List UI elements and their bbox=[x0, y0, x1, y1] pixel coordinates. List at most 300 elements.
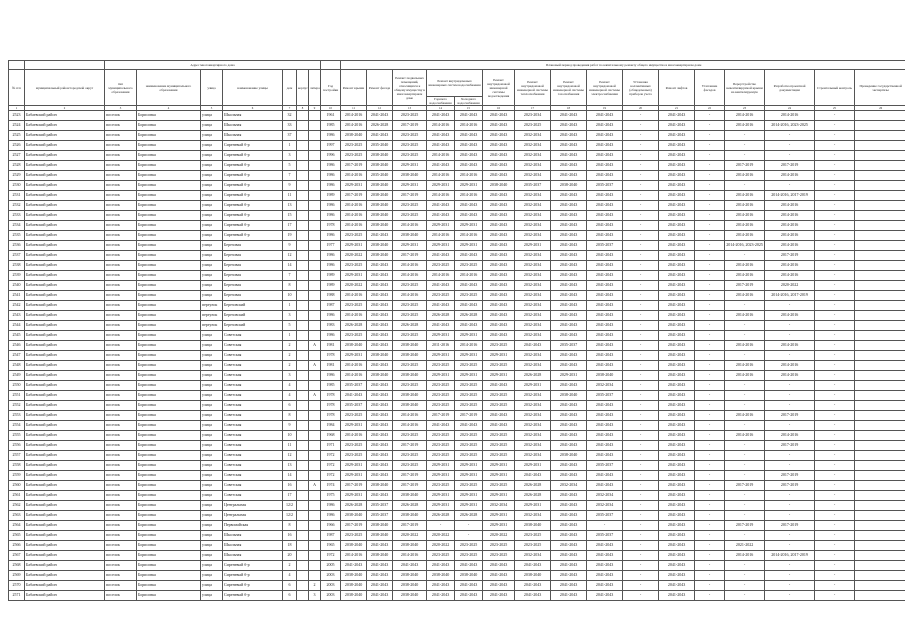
table-cell: 1974 bbox=[321, 481, 341, 491]
table-cell: улица bbox=[201, 141, 223, 151]
table-cell: 2041-2043 bbox=[367, 261, 393, 271]
table-cell: 2041-2043 bbox=[455, 141, 483, 151]
table-cell: 2023-2025 bbox=[341, 301, 367, 311]
table-cell: поселок bbox=[105, 211, 137, 221]
table-cell bbox=[309, 411, 321, 421]
table-cell: улица bbox=[201, 271, 223, 281]
table-cell: Бабаевский район bbox=[25, 471, 105, 481]
table-cell: 2041-2043 bbox=[551, 261, 587, 271]
table-cell: 1972 bbox=[321, 471, 341, 481]
table-cell bbox=[309, 331, 321, 341]
table-cell: 10 bbox=[283, 291, 297, 301]
table-cell: 2017-2019 bbox=[725, 281, 765, 291]
table-cell: Сиреневый б-р bbox=[223, 201, 283, 211]
table-cell: - bbox=[725, 461, 765, 471]
table-cell: 2038-2040 bbox=[551, 181, 587, 191]
table-cell: Борисовка bbox=[137, 441, 201, 451]
column-number-cell: 6 bbox=[223, 106, 283, 111]
table-cell: 2023-2025 bbox=[455, 401, 483, 411]
table-cell: - bbox=[695, 561, 725, 571]
table-cell: - bbox=[815, 471, 855, 481]
table-cell: переулок bbox=[201, 301, 223, 311]
table-cell bbox=[855, 321, 905, 331]
table-cell: 2041-2043 bbox=[427, 201, 455, 211]
table-cell: Борисовка bbox=[137, 531, 201, 541]
table-cell: 2014-2016, 2023-2025 bbox=[725, 241, 765, 251]
table-cell: 2029-2031 bbox=[455, 371, 483, 381]
table-cell: 2014-2016 bbox=[725, 171, 765, 181]
table-cell bbox=[297, 581, 309, 591]
table-cell: 2041-2043 bbox=[367, 381, 393, 391]
table-cell: 2 bbox=[283, 351, 297, 361]
table-cell: 2041-2043 bbox=[455, 321, 483, 331]
table-cell: 2549 bbox=[9, 371, 25, 381]
table-cell bbox=[297, 341, 309, 351]
table-cell: - bbox=[765, 571, 815, 581]
table-cell: 2556 bbox=[9, 441, 25, 451]
table-cell: 2023-2025 bbox=[393, 461, 427, 471]
table-cell: 2041-2043 bbox=[587, 561, 623, 571]
table-row bbox=[9, 331, 905, 341]
table-cell: 2041-2043 bbox=[587, 121, 623, 131]
table-cell: 2041-2043 bbox=[455, 151, 483, 161]
table-cell bbox=[309, 141, 321, 151]
table-cell: 2041-2043 bbox=[427, 321, 455, 331]
table-cell bbox=[855, 561, 905, 571]
table-cell: - bbox=[623, 371, 659, 381]
table-cell: 2041-2043 bbox=[551, 381, 587, 391]
table-cell: 2017-2019 bbox=[341, 191, 367, 201]
table-cell: 1984 bbox=[321, 421, 341, 431]
table-cell: - bbox=[695, 251, 725, 261]
table-cell: 2041-2043 bbox=[587, 251, 623, 261]
table-cell: 2032-2034 bbox=[515, 151, 551, 161]
table-cell: 2032-2034 bbox=[515, 351, 551, 361]
table-cell bbox=[309, 251, 321, 261]
table-cell: 2041-2043 bbox=[659, 431, 695, 441]
table-cell: - bbox=[725, 131, 765, 141]
table-cell: улица bbox=[201, 451, 223, 461]
table-cell: 1986 bbox=[321, 181, 341, 191]
table-cell: 2023-2025 bbox=[427, 361, 455, 371]
table-cell: - bbox=[695, 131, 725, 141]
table-row bbox=[9, 541, 905, 551]
table-cell: 4 bbox=[283, 391, 297, 401]
table-cell: 2032-2034 bbox=[587, 381, 623, 391]
column-number-cell: 7 bbox=[283, 106, 297, 111]
table-cell: 2041-2043 bbox=[587, 441, 623, 451]
table-cell: - bbox=[725, 511, 765, 521]
table-cell: 2041-2043 bbox=[587, 271, 623, 281]
table-cell: 2014-2016 bbox=[341, 371, 367, 381]
table-cell: Борисовка bbox=[137, 221, 201, 231]
table-cell: улица bbox=[201, 261, 223, 271]
table-cell: Бабаевский район bbox=[25, 181, 105, 191]
table-cell: 2014-2016 bbox=[393, 261, 427, 271]
header-facade: Ремонт фасада bbox=[367, 70, 393, 106]
table-cell: 2023-2025 bbox=[455, 441, 483, 451]
header-roof: Ремонт крыши bbox=[341, 70, 367, 106]
table-cell: 1986 bbox=[321, 231, 341, 241]
table-cell: 2041-2043 bbox=[659, 131, 695, 141]
table-cell: поселок bbox=[105, 111, 137, 121]
table-cell: 2041-2043 bbox=[367, 541, 393, 551]
table-row bbox=[9, 341, 905, 351]
table-cell: 2041-2043 bbox=[483, 271, 515, 281]
table-cell: 2041-2043 bbox=[427, 591, 455, 601]
table-cell bbox=[297, 331, 309, 341]
table-cell: 2032-2034 bbox=[587, 491, 623, 501]
table-cell: - bbox=[695, 111, 725, 121]
table-cell: Борисовка bbox=[137, 491, 201, 501]
table-cell: улица bbox=[201, 521, 223, 531]
table-cell: переулок bbox=[201, 311, 223, 321]
table-cell: 2014-2016 bbox=[455, 341, 483, 351]
table-cell: 2038-2040 bbox=[393, 401, 427, 411]
table-cell: поселок bbox=[105, 131, 137, 141]
table-cell bbox=[297, 481, 309, 491]
table-cell: 2041-2043 bbox=[659, 271, 695, 281]
table-cell bbox=[297, 471, 309, 481]
table-cell: - bbox=[695, 481, 725, 491]
table-cell: 1972 bbox=[321, 551, 341, 561]
table-cell bbox=[297, 171, 309, 181]
table-cell: - bbox=[725, 531, 765, 541]
table-cell: 2014-2016 bbox=[725, 211, 765, 221]
table-cell: 2032-2034 bbox=[515, 391, 551, 401]
table-cell: 1986 bbox=[321, 161, 341, 171]
table-cell: поселок bbox=[105, 231, 137, 241]
table-cell: Березовая bbox=[223, 281, 283, 291]
table-cell: 2041-2043 bbox=[587, 291, 623, 301]
table-cell: Борисовка bbox=[137, 251, 201, 261]
table-cell: - bbox=[765, 531, 815, 541]
table-cell: - bbox=[695, 321, 725, 331]
table-cell: 2041-2043 bbox=[659, 551, 695, 561]
table-cell: Советская bbox=[223, 351, 283, 361]
column-number-cell: 18 bbox=[551, 106, 587, 111]
table-cell: 2014-2016 bbox=[393, 411, 427, 421]
table-cell: 1 bbox=[283, 141, 297, 151]
table-cell: 2026-2028 bbox=[515, 491, 551, 501]
table-cell bbox=[297, 541, 309, 551]
table-cell: - bbox=[695, 591, 725, 601]
table-cell bbox=[309, 421, 321, 431]
table-cell bbox=[309, 321, 321, 331]
table-cell bbox=[309, 431, 321, 441]
table-cell: поселок bbox=[105, 381, 137, 391]
table-cell bbox=[855, 531, 905, 541]
table-cell: 2041-2043 bbox=[551, 201, 587, 211]
table-cell: - bbox=[623, 181, 659, 191]
table-cell: Березовая bbox=[223, 291, 283, 301]
table-cell: 2029-2031 bbox=[341, 181, 367, 191]
table-cell: поселок bbox=[105, 451, 137, 461]
table-cell: - bbox=[725, 401, 765, 411]
table-cell: 2017-2019 bbox=[725, 521, 765, 531]
table-cell: - bbox=[815, 521, 855, 531]
table-cell: Бабаевский район bbox=[25, 261, 105, 271]
table-cell: 2014-2016 bbox=[341, 311, 367, 321]
header-group-row bbox=[9, 61, 905, 70]
table-cell: 2041-2043 bbox=[659, 111, 695, 121]
table-row bbox=[9, 261, 905, 271]
table-cell: 2041-2043 bbox=[587, 141, 623, 151]
table-cell: 2041-2043 bbox=[587, 161, 623, 171]
table-cell: Борисовка bbox=[137, 331, 201, 341]
table-cell: 2026-2028 bbox=[341, 501, 367, 511]
table-cell: Сиреневый б-р bbox=[223, 231, 283, 241]
table-cell: Центральная bbox=[223, 511, 283, 521]
table-cell: 2041-2043 bbox=[367, 411, 393, 421]
table-cell: 2041-2043 bbox=[587, 481, 623, 491]
table-row bbox=[9, 321, 905, 331]
header-korpus: корпус bbox=[297, 70, 309, 106]
table-cell: 2041-2043 bbox=[551, 131, 587, 141]
table-cell: 2020-2022 bbox=[427, 531, 455, 541]
table-cell: улица bbox=[201, 341, 223, 351]
table-cell: Советская bbox=[223, 361, 283, 371]
table-cell: 2029-2031 bbox=[393, 161, 427, 171]
table-cell: 2041-2043 bbox=[551, 551, 587, 561]
table-cell bbox=[309, 461, 321, 471]
table-cell: 2029-2031 bbox=[455, 221, 483, 231]
table-cell: 2041-2043 bbox=[455, 111, 483, 121]
table-cell: 1978 bbox=[321, 391, 341, 401]
table-cell: 2038-2040 bbox=[341, 591, 367, 601]
table-cell: 1972 bbox=[321, 461, 341, 471]
table-cell: 2029-2031 bbox=[515, 241, 551, 251]
table-cell: 2023-2025 bbox=[341, 451, 367, 461]
table-cell: Бабаевский район bbox=[25, 231, 105, 241]
table-cell: Березовский bbox=[223, 311, 283, 321]
table-cell: 2023-2025 bbox=[393, 301, 427, 311]
header-meters: Установка коллективных (общедомовых) приборов учета bbox=[623, 70, 659, 106]
table-cell: 2014-2016 bbox=[455, 231, 483, 241]
table-row bbox=[9, 571, 905, 581]
table-cell: 2032-2034 bbox=[515, 431, 551, 441]
table-row bbox=[9, 111, 905, 121]
table-cell: 2548 bbox=[9, 361, 25, 371]
table-cell: улица bbox=[201, 431, 223, 441]
table-cell: 2041-2043 bbox=[427, 301, 455, 311]
table-cell bbox=[297, 381, 309, 391]
table-cell: 2570 bbox=[9, 581, 25, 591]
table-cell: - bbox=[765, 141, 815, 151]
table-cell: улица bbox=[201, 581, 223, 591]
table-cell: Бабаевский район bbox=[25, 381, 105, 391]
table-cell: 1987 bbox=[321, 531, 341, 541]
table-cell: - bbox=[725, 451, 765, 461]
table-cell: 2038-2040 bbox=[367, 551, 393, 561]
table-cell: 2014-2016 bbox=[341, 211, 367, 221]
table-cell: 2567 bbox=[9, 551, 25, 561]
table-cell bbox=[855, 201, 905, 211]
table-cell: 2041-2043 bbox=[483, 231, 515, 241]
table-cell: 2014-2016 bbox=[765, 311, 815, 321]
table-cell bbox=[855, 511, 905, 521]
header-gas: Ремонт внутридомовой инженерной системы газоснабжения bbox=[551, 70, 587, 106]
table-cell: Борисовка bbox=[137, 451, 201, 461]
table-cell: 2041-2043 bbox=[659, 371, 695, 381]
table-cell: поселок bbox=[105, 341, 137, 351]
table-cell: Советская bbox=[223, 401, 283, 411]
table-cell: 2041-2043 bbox=[483, 331, 515, 341]
table-cell: 2561 bbox=[9, 491, 25, 501]
table-cell bbox=[297, 111, 309, 121]
table-cell: 2014-2016 bbox=[725, 311, 765, 321]
table-cell: улица bbox=[201, 401, 223, 411]
table-cell: 2029-2031 bbox=[427, 491, 455, 501]
table-cell: Борисовка bbox=[137, 261, 201, 271]
table-cell: - bbox=[765, 491, 815, 501]
column-number-cell: 20 bbox=[623, 106, 659, 111]
table-cell: 2014-2016, 2017-2019 bbox=[765, 551, 815, 561]
table-cell: поселок bbox=[105, 521, 137, 531]
table-cell: 2041-2043 bbox=[551, 331, 587, 341]
table-cell: улица bbox=[201, 491, 223, 501]
table-cell: Советская bbox=[223, 421, 283, 431]
table-cell: 2041-2043 bbox=[367, 421, 393, 431]
table-cell: 2041-2043 bbox=[551, 581, 587, 591]
header-main-row bbox=[9, 70, 905, 97]
table-cell bbox=[309, 521, 321, 531]
table-cell: 2023-2025 bbox=[483, 431, 515, 441]
table-cell: 2041-2043 bbox=[367, 471, 393, 481]
table-cell: Бабаевский район bbox=[25, 351, 105, 361]
table-cell: 1961 bbox=[321, 111, 341, 121]
table-cell: - bbox=[815, 251, 855, 261]
table-cell: - bbox=[765, 381, 815, 391]
table-cell: - bbox=[765, 591, 815, 601]
table-cell: 2029-2031 bbox=[393, 181, 427, 191]
table-cell: 2527 bbox=[9, 151, 25, 161]
table-cell: поселок bbox=[105, 441, 137, 451]
table-cell: 2035-2037 bbox=[587, 181, 623, 191]
table-cell: - bbox=[815, 461, 855, 471]
table-cell: 2035-2037 bbox=[587, 531, 623, 541]
header-year-built: Год постройки bbox=[321, 70, 341, 106]
table-cell: - bbox=[695, 581, 725, 591]
table-cell: 2041-2043 bbox=[483, 161, 515, 171]
table-cell: 2032-2034 bbox=[515, 251, 551, 261]
table-cell: 2035-2037 bbox=[367, 511, 393, 521]
table-cell bbox=[855, 211, 905, 221]
table-cell: 2041-2043 bbox=[587, 321, 623, 331]
table-cell: 2032-2034 bbox=[515, 171, 551, 181]
table-cell: 2557 bbox=[9, 451, 25, 461]
table-cell: 2041-2043 bbox=[455, 421, 483, 431]
table-cell: Бабаевский район bbox=[25, 511, 105, 521]
table-cell: Сиреневый б-р bbox=[223, 161, 283, 171]
table-cell: - bbox=[725, 501, 765, 511]
table-cell: 2554 bbox=[9, 421, 25, 431]
table-cell: Борисовка bbox=[137, 121, 201, 131]
table-cell: 2035-2037 bbox=[551, 341, 587, 351]
table-cell: - bbox=[623, 231, 659, 241]
header-district: муниципальный район/городской округ bbox=[25, 70, 105, 106]
table-cell: 2041-2043 bbox=[551, 301, 587, 311]
table-cell: - bbox=[725, 251, 765, 261]
table-cell: - bbox=[815, 231, 855, 241]
table-cell: 2023-2025 bbox=[483, 541, 515, 551]
table-cell: 2023-2025 bbox=[455, 291, 483, 301]
table-cell: Борисовка bbox=[137, 421, 201, 431]
table-cell: 2041-2043 bbox=[483, 571, 515, 581]
table-cell: 2041-2043 bbox=[427, 111, 455, 121]
table-cell: 2528 bbox=[9, 161, 25, 171]
table-cell: 2041-2043 bbox=[483, 321, 515, 331]
table-cell: 2540 bbox=[9, 281, 25, 291]
table-row bbox=[9, 471, 905, 481]
table-cell: улица bbox=[201, 111, 223, 121]
table-cell: поселок bbox=[105, 581, 137, 591]
table-row bbox=[9, 391, 905, 401]
table-cell bbox=[855, 251, 905, 261]
table-cell: - bbox=[765, 581, 815, 591]
table-cell: 2029-2031 bbox=[427, 241, 455, 251]
table-cell: - bbox=[815, 491, 855, 501]
table-cell: - bbox=[725, 381, 765, 391]
table-cell: 2041-2043 bbox=[587, 211, 623, 221]
table-cell: 2041-2043 bbox=[587, 301, 623, 311]
table-cell: 2029-2031 bbox=[455, 351, 483, 361]
table-cell: 2014-2016 bbox=[765, 201, 815, 211]
table-cell: 2032-2034 bbox=[515, 131, 551, 141]
column-number-cell: 15 bbox=[455, 106, 483, 111]
table-cell: 2041-2043 bbox=[659, 141, 695, 151]
table-cell: Советская bbox=[223, 471, 283, 481]
table-cell: 2041-2043 bbox=[587, 331, 623, 341]
table-cell: поселок bbox=[105, 491, 137, 501]
table-cell: 2038-2040 bbox=[393, 541, 427, 551]
table-cell: 2552 bbox=[9, 401, 25, 411]
table-cell: 2541 bbox=[9, 291, 25, 301]
table-row bbox=[9, 521, 905, 531]
table-cell: 3 bbox=[309, 591, 321, 601]
table-cell bbox=[297, 571, 309, 581]
table-cell: 2032-2034 bbox=[515, 511, 551, 521]
table-cell bbox=[297, 351, 309, 361]
table-cell: 2038-2040 bbox=[551, 451, 587, 461]
table-cell: 2539 bbox=[9, 271, 25, 281]
table-cell: 2032-2034 bbox=[515, 221, 551, 231]
table-cell: - bbox=[623, 521, 659, 531]
header-lift: Ремонт лифтов bbox=[659, 70, 695, 106]
table-cell: - bbox=[455, 521, 483, 531]
table-cell bbox=[855, 501, 905, 511]
table-cell: - bbox=[427, 521, 455, 531]
table-cell: улица bbox=[201, 461, 223, 471]
table-cell: - bbox=[623, 431, 659, 441]
table-cell bbox=[855, 471, 905, 481]
table-cell: - bbox=[623, 241, 659, 251]
table-cell: - bbox=[765, 351, 815, 361]
table-cell: - bbox=[623, 461, 659, 471]
table-cell: поселок bbox=[105, 591, 137, 601]
table-row bbox=[9, 141, 905, 151]
table-cell: 2041-2043 bbox=[587, 221, 623, 231]
table-cell: 17 bbox=[283, 221, 297, 231]
table-cell: - bbox=[725, 491, 765, 501]
table-cell: улица bbox=[201, 551, 223, 561]
table-cell: 2546 bbox=[9, 341, 25, 351]
table-cell: - bbox=[815, 211, 855, 221]
table-cell: - bbox=[695, 391, 725, 401]
table-cell: 2041-2043 bbox=[551, 221, 587, 231]
table-cell: 2023-2025 bbox=[455, 361, 483, 371]
table-cell: 12/2 bbox=[283, 501, 297, 511]
